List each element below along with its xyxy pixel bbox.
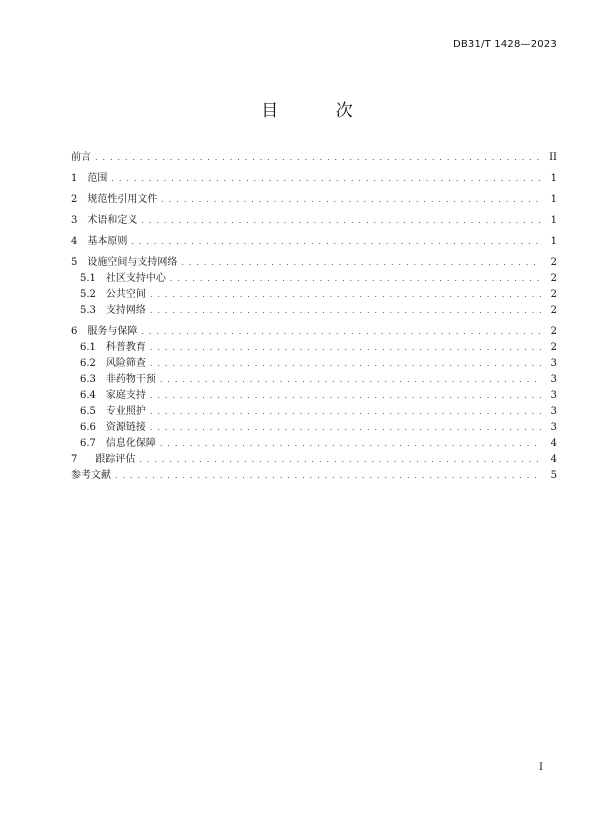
toc-entry-5-3[interactable]: [71, 303, 557, 319]
toc-entry-number: 6: [71, 326, 78, 337]
toc-entry-label: 支持网络: [105, 305, 146, 316]
dot-leader: [111, 171, 541, 187]
toc-entry-number: 6.6: [80, 422, 96, 433]
toc-entry-5-2[interactable]: [71, 287, 557, 303]
page-number: I: [539, 762, 543, 773]
toc-entry-services[interactable]: [71, 324, 557, 340]
toc-entry-6-1[interactable]: [71, 340, 557, 356]
toc-entry-page: 2: [550, 257, 557, 268]
dot-leader: [95, 150, 541, 166]
toc-entry-page: 2: [550, 342, 557, 353]
toc-entry-label: 参考文献: [71, 470, 111, 481]
toc-entry-page: 3: [550, 390, 557, 401]
table-of-contents: [71, 150, 557, 484]
dot-leader: [160, 436, 541, 452]
dot-leader: [170, 271, 541, 287]
toc-entry-6-3[interactable]: [71, 372, 557, 388]
dot-leader: [150, 303, 541, 319]
toc-entry-number: 3: [71, 215, 78, 226]
toc-entry-6-5[interactable]: [71, 404, 557, 420]
toc-entry-label: 前言: [71, 152, 91, 163]
toc-entry-label: 非药物干预: [105, 374, 156, 385]
dot-leader: [131, 234, 541, 250]
toc-entry-number: 2: [71, 194, 78, 205]
toc-entry-label: 范围: [87, 173, 108, 184]
toc-entry-page: 4: [550, 454, 557, 465]
toc-entry-bibliography[interactable]: [71, 468, 557, 484]
toc-entry-page: 2: [550, 305, 557, 316]
dot-leader: [139, 452, 541, 468]
dot-leader: [141, 324, 541, 340]
dot-leader: [115, 468, 541, 484]
toc-entry-page: 3: [550, 374, 557, 385]
dot-leader: [150, 287, 541, 303]
standard-code: DB31/T 1428—2023: [452, 39, 557, 50]
toc-entry-foreword[interactable]: [71, 150, 557, 166]
toc-entry-page: 2: [550, 326, 557, 337]
dot-leader: [141, 213, 541, 229]
dot-leader: [160, 372, 541, 388]
dot-leader: [150, 340, 541, 356]
toc-entry-label: 基本原则: [87, 236, 128, 247]
toc-entry-number: 5.3: [80, 305, 96, 316]
toc-entry-basic-principles[interactable]: [71, 234, 557, 250]
toc-entry-6-2[interactable]: [71, 356, 557, 372]
toc-entry-number: 6.2: [80, 358, 96, 369]
toc-entry-page: 5: [550, 470, 557, 481]
toc-entry-normative-references[interactable]: [71, 192, 557, 208]
toc-entry-label: 术语和定义: [87, 215, 138, 226]
toc-entry-label: 跟踪评估: [95, 454, 136, 465]
toc-entry-page: II: [549, 152, 557, 163]
toc-entry-6-7[interactable]: [71, 436, 557, 452]
dot-leader: [150, 388, 541, 404]
toc-entry-page: 1: [550, 236, 557, 247]
toc-entry-label: 科普教育: [105, 342, 146, 353]
toc-entry-number: 6.4: [80, 390, 96, 401]
toc-entry-page: 2: [550, 273, 557, 284]
toc-entry-number: 6.7: [80, 438, 96, 449]
toc-entry-page: 2: [550, 289, 557, 300]
toc-entry-page: 3: [550, 422, 557, 433]
toc-entry-6-4[interactable]: [71, 388, 557, 404]
dot-leader: [161, 192, 541, 208]
dot-leader: [150, 420, 541, 436]
toc-entry-label: 资源链接: [105, 422, 146, 433]
toc-entry-number: 5.2: [80, 289, 96, 300]
toc-entry-page: 3: [550, 406, 557, 417]
toc-entry-label: 风险筛查: [105, 358, 146, 369]
toc-entry-terms-definitions[interactable]: [71, 213, 557, 229]
toc-entry-page: 1: [550, 194, 557, 205]
dot-leader: [150, 404, 541, 420]
toc-entry-number: 5: [71, 257, 78, 268]
toc-entry-label: 信息化保障: [105, 438, 156, 449]
toc-entry-number: 4: [71, 236, 78, 247]
toc-entry-label: 社区支持中心: [105, 273, 166, 284]
toc-entry-number: 6.3: [80, 374, 96, 385]
toc-entry-label: 公共空间: [105, 289, 146, 300]
toc-entry-label: 家庭支持: [105, 390, 146, 401]
toc-entry-facilities[interactable]: [71, 255, 557, 271]
toc-entry-label: 设施空间与支持网络: [87, 257, 178, 268]
toc-entry-tracking-evaluation[interactable]: [71, 452, 557, 468]
toc-entry-number: 7: [71, 454, 78, 465]
dot-leader: [181, 255, 541, 271]
toc-entry-label: 规范性引用文件: [87, 194, 158, 205]
toc-entry-page: 1: [550, 215, 557, 226]
toc-entry-page: 4: [550, 438, 557, 449]
dot-leader: [150, 356, 541, 372]
toc-entry-scope[interactable]: [71, 171, 557, 187]
page-title: 目 次: [261, 101, 379, 121]
toc-entry-number: 1: [71, 173, 78, 184]
toc-entry-label: 服务与保障: [87, 326, 138, 337]
toc-entry-page: 1: [550, 173, 557, 184]
toc-entry-5-1[interactable]: [71, 271, 557, 287]
toc-entry-6-6[interactable]: [71, 420, 557, 436]
toc-entry-page: 3: [550, 358, 557, 369]
toc-entry-label: 专业照护: [105, 406, 146, 417]
toc-entry-number: 6.5: [80, 406, 96, 417]
toc-entry-number: 6.1: [80, 342, 96, 353]
toc-entry-number: 5.1: [80, 273, 96, 284]
